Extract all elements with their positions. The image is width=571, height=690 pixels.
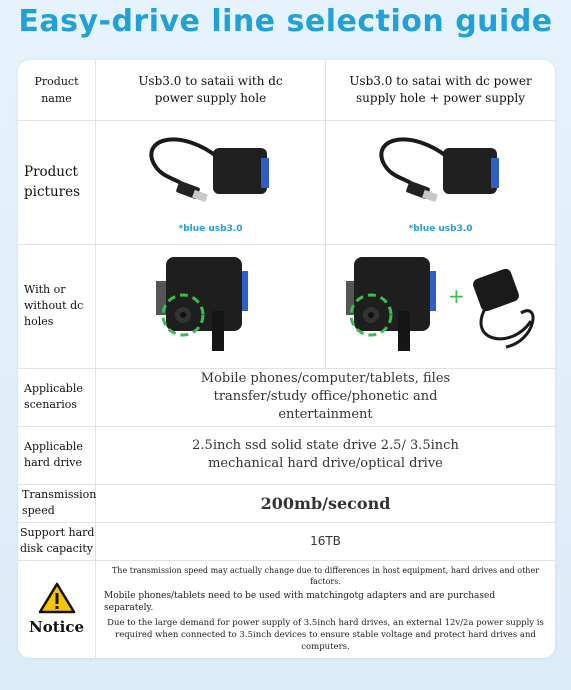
table-row-notice [18,560,555,658]
dc-holes-label: With or without dc holes [24,283,84,328]
pictures-label: Product pictures [24,164,81,200]
usb-cable-adapter-image [141,128,281,218]
capacity-label: Support hard disk capacity [20,526,95,555]
header-model-a: Usb3.0 to sataii with dc power supply hole [138,74,283,105]
table-row-capacity [18,522,555,561]
header-model-b: Usb3.0 to satai with dc power supply hole + power supply [349,74,532,105]
table-header-row [18,60,555,121]
table-row-dc-holes [18,244,555,369]
blue-usb-caption-a: *blue usb3.0 [178,224,243,234]
blue-usb-caption-b: *blue usb3.0 [408,224,473,234]
table-row-speed [18,484,555,523]
dc-hole-with-power-supply-image [336,251,546,361]
notice-label: Notice [28,618,85,636]
notice-note-power: Due to the large demand for power supply of 3.5inch hard drives, an external 12v/2a power supply is required when connected to 3.5inch devices to ensure stable voltage and protect hard drives and computers. [107,618,544,652]
table-row-hard-drive [18,426,555,485]
usb-cable-adapter-image [371,128,511,218]
comparison-table [18,60,555,658]
hard-drive-value: 2.5inch ssd solid state drive 2.5/ 3.5inch mechanical hard drive/optical drive [192,438,459,471]
table-row-pictures [18,120,555,245]
speed-value: 200mb/second [260,493,391,513]
hard-drive-label: Applicable hard drive [24,440,83,469]
warning-icon [38,582,76,614]
page-title: Easy-drive line selection guide [18,4,553,39]
dc-hole-closeup-image [146,251,276,361]
speed-label: Transmission speed [22,488,97,517]
header-product-name: Product name [34,75,79,105]
table-row-scenarios [18,368,555,427]
notice-note-speed: The transmission speed may actually change due to differences in host equipment, hard drives and other factors. [111,566,540,586]
scenarios-label: Applicable scenarios [24,382,83,411]
scenarios-value: Mobile phones/computer/tablets, files transfer/study office/phonetic and entertainment [200,371,451,422]
notice-note-otg: Mobile phones/tablets need to be used with matchingotg adapters and are purchased separately. [104,591,496,613]
capacity-value: 16TB [310,534,341,548]
svg-text:+: + [447,284,465,308]
